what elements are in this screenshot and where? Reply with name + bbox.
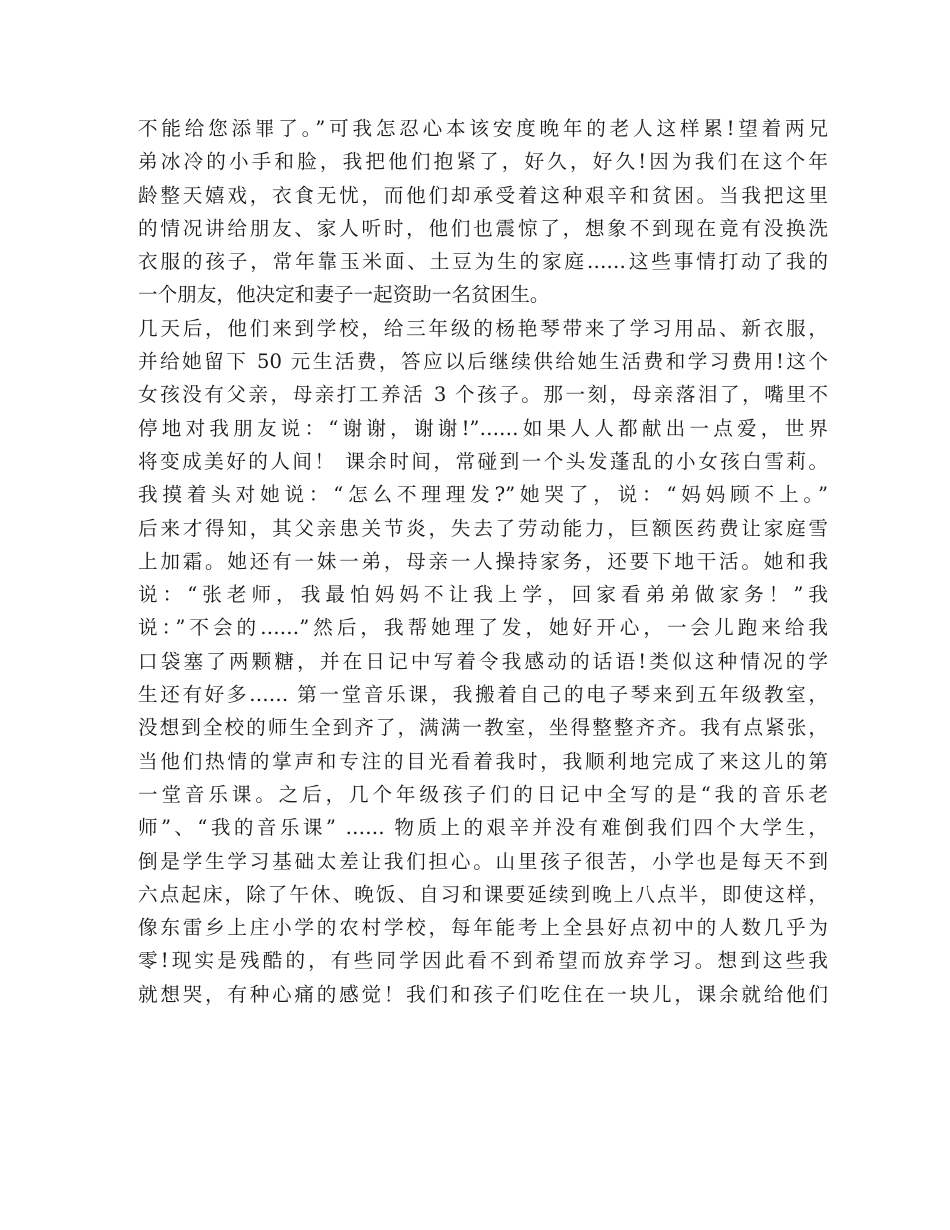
text-line: 像东雷乡上庄小学的农村学校，每年能考上全县好点初中的人数几乎为	[138, 916, 828, 940]
text-line: 说：“张老师，我最怕妈妈不让我上学，回家看弟弟做家务！”我	[138, 583, 828, 607]
text-line: 生还有好多…… 第一堂音乐课，我搬着自己的电子琴来到五年级教室，	[138, 683, 828, 707]
text-line: 后来才得知，其父亲患关节炎，失去了劳动能力，巨额医药费让家庭雪	[138, 516, 828, 540]
text-line: 并给她留下 50 元生活费，答应以后继续供给她生活费和学习费用!这个	[138, 350, 828, 374]
text-line: 停地对我朋友说：“谢谢，谢谢!”……如果人人都献出一点爱，世界	[138, 416, 828, 440]
text-line: 口袋塞了两颗糖，并在日记中写着令我感动的话语!类似这种情况的学	[138, 649, 828, 673]
text-line: 零!现实是残酷的，有些同学因此看不到希望而放弃学习。想到这些我	[138, 949, 828, 973]
text-line: 没想到全校的师生全到齐了，满满一教室，坐得整整齐齐。我有点紧张，	[138, 716, 828, 740]
text-line: 师”、“我的音乐课” …… 物质上的艰辛并没有难倒我们四个大学生，	[138, 816, 828, 840]
text-line: 将变成美好的人间！ 课余时间，常碰到一个头发蓬乱的小女孩白雪莉。	[138, 449, 828, 473]
text-line: 我摸着头对她说：“怎么不理理发?”她哭了，说：“妈妈顾不上。”	[138, 483, 828, 507]
text-line: 弟冰冷的小手和脸，我把他们抱紧了，好久，好久!因为我们在这个年	[138, 150, 828, 174]
text-line: 上加霜。她还有一妹一弟，母亲一人操持家务，还要下地干活。她和我	[138, 549, 828, 573]
text-line: 不能给您添罪了。”可我怎忍心本该安度晚年的老人这样累!望着两兄	[138, 117, 828, 140]
text-line: 六点起床，除了午休、晚饭、自习和课要延续到晚上八点半，即使这样，	[138, 882, 828, 906]
text-line: 女孩没有父亲，母亲打工养活 3 个孩子。那一刻，母亲落泪了，嘴里不	[138, 383, 828, 407]
text-line: 说：”不会的……”然后，我帮她理了发，她好开心，一会儿跑来给我	[138, 616, 828, 640]
text-line: 的情况讲给朋友、家人听时，他们也震惊了，想象不到现在竟有没换洗	[138, 216, 828, 240]
text-line: 当他们热情的掌声和专注的目光看着我时，我顺利地完成了来这儿的第	[138, 749, 828, 773]
text-line: 倒是学生学习基础太差让我们担心。山里孩子很苦，小学也是每天不到	[138, 849, 828, 873]
text-line: 龄整天嬉戏，衣食无忧，而他们却承受着这种艰辛和贫困。当我把这里	[138, 183, 828, 207]
text-line: 一堂音乐课。之后，几个年级孩子们的日记中全写的是“我的音乐老	[138, 782, 828, 806]
text-line: 一个朋友，他决定和妻子一起资助一名贫困生。	[138, 283, 550, 307]
text-line: 衣服的孩子，常年靠玉米面、土豆为生的家庭……这些事情打动了我的	[138, 250, 828, 274]
text-line: 就想哭，有种心痛的感觉！我们和孩子们吃住在一块儿，课余就给他们	[138, 982, 828, 1006]
text-line: 几天后，他们来到学校，给三年级的杨艳琴带来了学习用品、新衣服，	[138, 316, 828, 340]
body-text	[138, 112, 828, 1011]
